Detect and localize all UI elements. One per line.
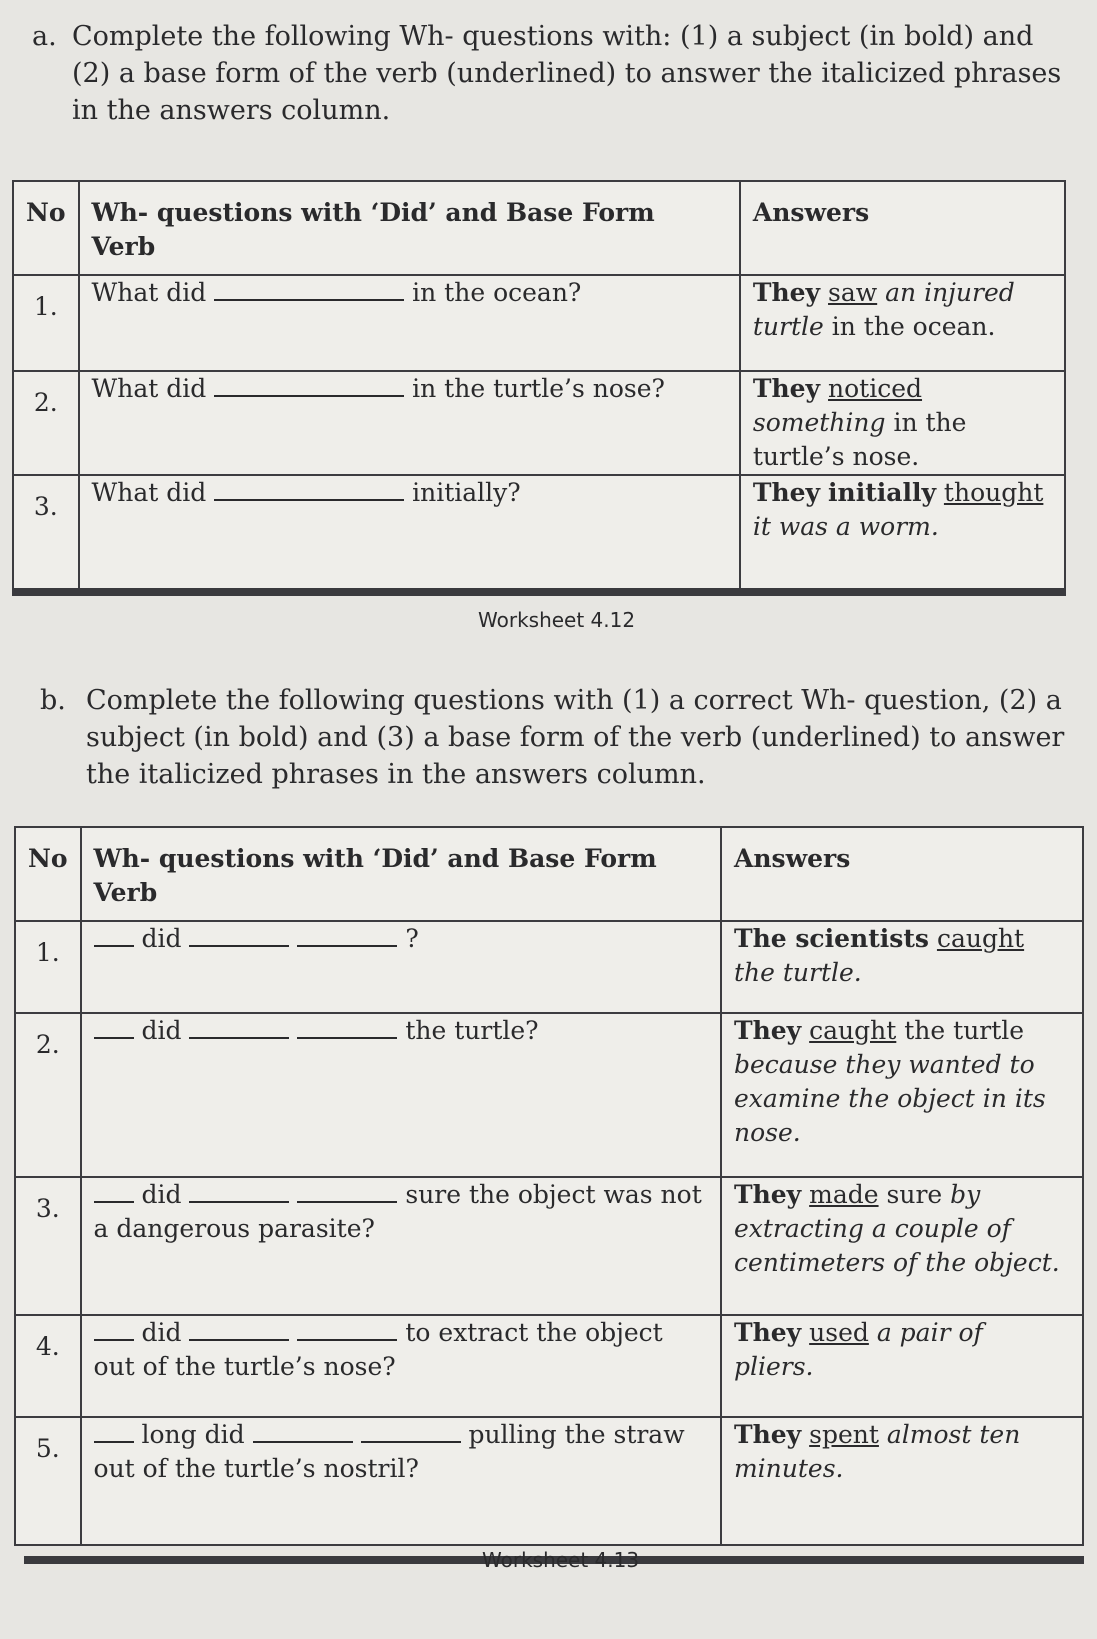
header-question: Wh- questions with ‘Did’ and Base Form Verb — [79, 181, 740, 275]
section-a-label: a. — [32, 21, 57, 52]
answer-cell: They spent almost ten minutes. — [721, 1417, 1083, 1545]
wh-blank[interactable] — [94, 923, 134, 947]
answer-cell: They used a pair of pliers. — [721, 1315, 1083, 1417]
row-number: 2. — [13, 371, 79, 475]
question-cell: What did initially? — [79, 475, 740, 591]
verb-blank[interactable] — [297, 1179, 397, 1203]
subject-blank[interactable] — [189, 1015, 289, 1039]
wh-blank[interactable] — [94, 1317, 134, 1341]
instruction-b-text: Complete the following questions with (1) a correct Wh- question, (2) a subject (in bold) and (3) a base form of the verb (underlined) to answer the italicized phrases in the answers column. — [86, 685, 1065, 790]
header-no: No — [13, 181, 79, 275]
subject-blank[interactable] — [189, 1317, 289, 1341]
verb-blank[interactable] — [297, 1317, 397, 1341]
row-number: 3. — [13, 475, 79, 591]
table-shadow — [12, 588, 1066, 596]
answer-cell: They caught the turtle because they wanted to examine the object in its nose. — [721, 1013, 1083, 1177]
subject-blank[interactable] — [253, 1419, 353, 1443]
answer-cell: The scientists caught the turtle. — [721, 921, 1083, 1013]
wh-blank[interactable] — [94, 1419, 134, 1443]
verb-blank[interactable] — [297, 1015, 397, 1039]
subject-blank[interactable] — [189, 1179, 289, 1203]
wh-blank[interactable] — [94, 1015, 134, 1039]
answer-blank[interactable] — [214, 373, 404, 397]
question-cell: did the turtle? — [81, 1013, 721, 1177]
row-number: 2. — [15, 1013, 81, 1177]
table-header-row — [15, 827, 1083, 921]
wh-blank[interactable] — [94, 1179, 134, 1203]
table-header-row — [13, 181, 1065, 275]
row-number: 1. — [13, 275, 79, 371]
worksheet-table-4-13 — [14, 826, 1084, 1546]
header-answers: Answers — [721, 827, 1083, 921]
verb-blank[interactable] — [297, 923, 397, 947]
instruction-b — [40, 682, 1076, 793]
caption-4-12: Worksheet 4.12 — [478, 608, 636, 632]
answer-blank[interactable] — [214, 477, 404, 501]
answer-blank[interactable] — [214, 277, 404, 301]
row-number: 5. — [15, 1417, 81, 1545]
table-row — [13, 371, 1065, 475]
row-number: 1. — [15, 921, 81, 1013]
answer-cell: They noticed something in the turtle’s nose. — [740, 371, 1065, 475]
subject-blank[interactable] — [189, 923, 289, 947]
question-cell: What did in the turtle’s nose? — [79, 371, 740, 475]
caption-4-13: Worksheet 4.13 — [482, 1548, 640, 1572]
table-row — [15, 1417, 1083, 1545]
answer-cell: They made sure by extracting a couple of centimeters of the object. — [721, 1177, 1083, 1315]
question-cell: did to extract the object out of the turtle’s nose? — [81, 1315, 721, 1417]
question-cell: What did in the ocean? — [79, 275, 740, 371]
header-answers: Answers — [740, 181, 1065, 275]
table-row — [13, 475, 1065, 591]
table-row — [15, 1177, 1083, 1315]
row-number: 3. — [15, 1177, 81, 1315]
table-row — [15, 921, 1083, 1013]
table-row — [13, 275, 1065, 371]
instruction-a-text: Complete the following Wh- questions with: (1) a subject (in bold) and (2) a base form of the verb (underlined) to answer the italicized phrases in the answers column. — [72, 21, 1062, 126]
question-cell: did ? — [81, 921, 721, 1013]
header-question: Wh- questions with ‘Did’ and Base Form Verb — [81, 827, 721, 921]
answer-cell: They initially thought it was a worm. — [740, 475, 1065, 591]
table-row — [15, 1013, 1083, 1177]
section-b-label: b. — [40, 685, 66, 716]
verb-blank[interactable] — [361, 1419, 461, 1443]
question-cell: did sure the object was not a dangerous parasite? — [81, 1177, 721, 1315]
answer-cell: They saw an injured turtle in the ocean. — [740, 275, 1065, 371]
worksheet-table-4-12 — [12, 180, 1066, 592]
row-number: 4. — [15, 1315, 81, 1417]
table-row — [15, 1315, 1083, 1417]
question-cell: long did pulling the straw out of the turtle’s nostril? — [81, 1417, 721, 1545]
header-no: No — [15, 827, 81, 921]
instruction-a — [32, 18, 1072, 129]
